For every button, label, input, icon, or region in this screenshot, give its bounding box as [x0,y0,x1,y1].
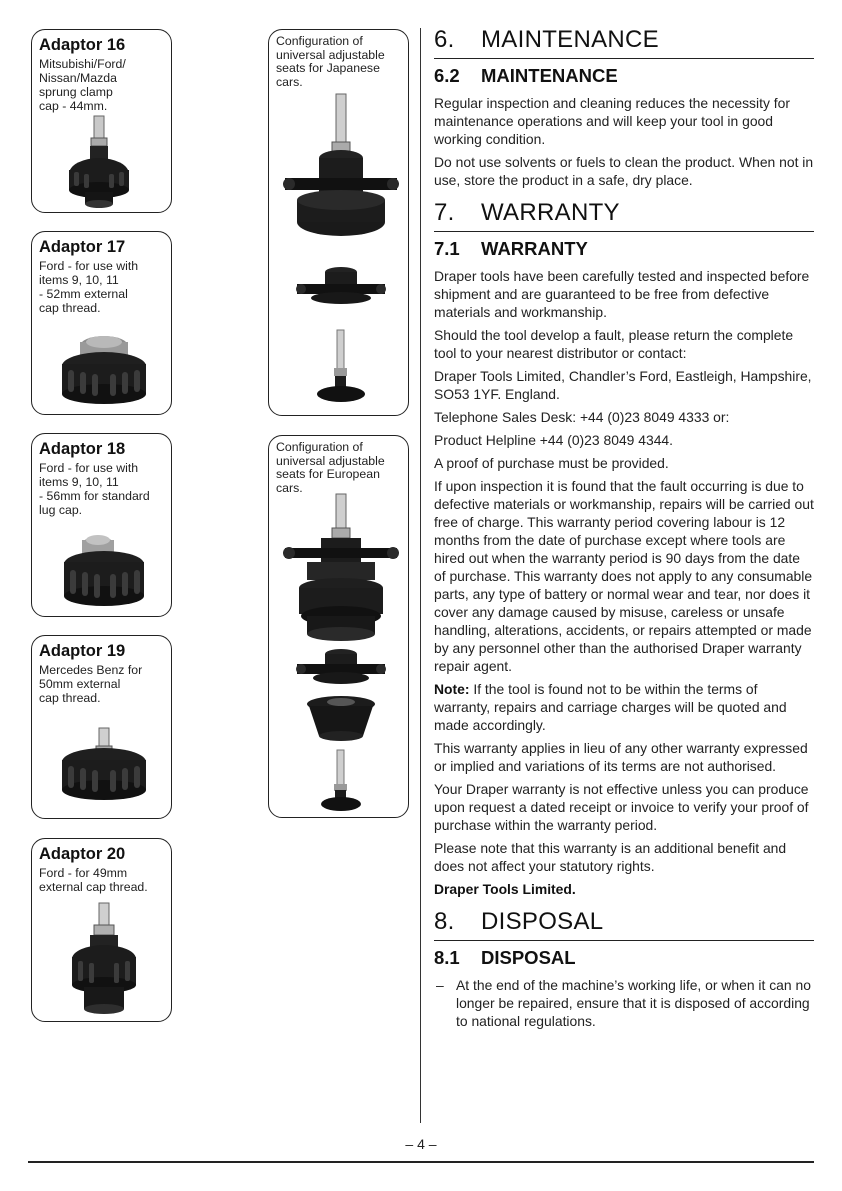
disposal-bullet-dash: – [436,977,444,993]
warranty-address: Draper Tools Limited, Chandler’s Ford, Eastleigh, Hampshire, SO53 1YF. England. [434,368,812,402]
warranty-lieu: This warranty applies in lieu of any other warranty expressed or implied and variations of its terms are not authorised. [434,740,808,774]
warranty-terms: If upon inspection it is found that the fault occurring is due to defective materials or workmanship, repairs will be carried out free of charge. This warranty period covering labour is 12 months from the date of purchase except where tools are hired out when the warranty period is 90 days from the date of purchase. This warranty does not apply to any consumable parts, any type of battery or normal wear and tear, nor does it cover any damage caused by misuse, careless or unsafe handling, alterations, accidents, or repairs attempted or made by any personnel other than the authorised Draper warranty repair agent. [434,478,814,674]
warranty-helpline: Product Helpline +44 (0)23 8049 4344. [434,432,674,448]
adaptor-16-desc: Mitsubishi/Ford/ Nissan/Mazda sprung clamp cap - 44mm. [39,57,126,113]
disposal-subheading-title: DISPOSAL [481,947,576,968]
adaptor-19-title: Adaptor 19 [39,642,126,660]
adaptor-19-desc: Mercedes Benz for 50mm external cap thread. [39,663,143,705]
warranty-note-text: If the tool is found not to be within the terms of warranty, repairs and carriage charges will be quoted and made accordingly. [434,681,787,733]
adaptor-20-box [31,838,172,1022]
maintenance-paragraph-1: Regular inspection and cleaning reduces the necessity for maintenance operations and will keep your tool in good working condition. [434,95,790,147]
maintenance-heading [434,26,814,59]
maintenance-heading-title: MAINTENANCE [481,26,659,53]
warranty-heading [434,199,814,232]
adaptor-20-image [64,901,144,1019]
warranty-sales-phone: Telephone Sales Desk: +44 (0)23 8049 4333 or: [434,409,730,425]
adaptor-20-title: Adaptor 20 [39,845,126,863]
warranty-signature [434,880,814,898]
disposal-subheading [434,947,814,969]
adaptor-20-desc: Ford - for 49mm external cap thread. [39,866,148,894]
warranty-note [434,680,814,734]
adaptor-17-image [56,330,152,408]
adaptor-18-box [31,433,172,617]
adaptor-16-image [60,114,140,210]
config-japanese-text: Configuration of universal adjustable seats for Japanese cars. [276,34,385,89]
maintenance-subheading-title: MAINTENANCE [481,65,618,86]
warranty-subheading-number: 7.1 [434,238,460,259]
adaptor-18-title: Adaptor 18 [39,440,126,458]
warranty-subheading-title: WARRANTY [481,238,588,259]
adaptor-18-desc: Ford - for use with items 9, 10, 11 - 56mm for standard lug cap. [39,461,150,517]
disposal-bullet [434,976,814,1030]
warranty-signature-text: Draper Tools Limited. [434,881,576,897]
config-japanese-image [279,92,401,410]
footer-rule [28,1161,814,1163]
adaptor-17-title: Adaptor 17 [39,238,126,256]
adaptor-17-desc: Ford - for use with items 9, 10, 11 - 52mm external cap thread. [39,259,139,315]
warranty-subheading [434,238,814,260]
maintenance-paragraph-2: Do not use solvents or fuels to clean the product. When not in use, store the product in a safe, dry place. [434,154,814,188]
config-european-box [268,435,409,818]
text-column [434,26,814,1035]
config-japanese-box [268,29,409,416]
disposal-bullet-text: At the end of the machine’s working life, or when it can no longer be repaired, ensure that it is disposed of according to national regulations. [456,977,811,1029]
maintenance-subheading [434,65,814,87]
disposal-heading-title: DISPOSAL [481,908,604,935]
config-european-image [279,492,401,814]
warranty-heading-title: WARRANTY [481,199,620,226]
maintenance-heading-number: 6. [434,26,455,53]
adaptor-16-box [31,29,172,213]
column-divider [420,28,421,1123]
warranty-statutory: Please note that this warranty is an additional benefit and does not affect your statutory rights. [434,840,787,874]
adaptor-19-image [56,724,152,814]
warranty-note-label: Note: [434,681,470,697]
warranty-receipt: Your Draper warranty is not effective unless you can produce upon request a dated receipt or invoice to verify your proof of purchase within the warranty period. [434,781,809,833]
config-european-text: Configuration of universal adjustable seats for European cars. [276,440,385,495]
maintenance-subheading-number: 6.2 [434,65,460,86]
warranty-heading-number: 7. [434,199,455,226]
adaptor-18-image [58,532,150,612]
disposal-heading [434,908,814,941]
warranty-proof: A proof of purchase must be provided. [434,455,669,471]
adaptor-17-box [31,231,172,415]
adaptor-19-box [31,635,172,819]
warranty-paragraph-2: Should the tool develop a fault, please return the complete tool to your nearest distributor or contact: [434,327,794,361]
disposal-heading-number: 8. [434,908,455,935]
disposal-subheading-number: 8.1 [434,947,460,968]
page-number: – 4 – [405,1136,437,1152]
warranty-paragraph-1: Draper tools have been carefully tested and inspected before shipment and are guaranteed to be free from defective materials and workmanship. [434,268,810,320]
adaptor-16-title: Adaptor 16 [39,36,126,54]
